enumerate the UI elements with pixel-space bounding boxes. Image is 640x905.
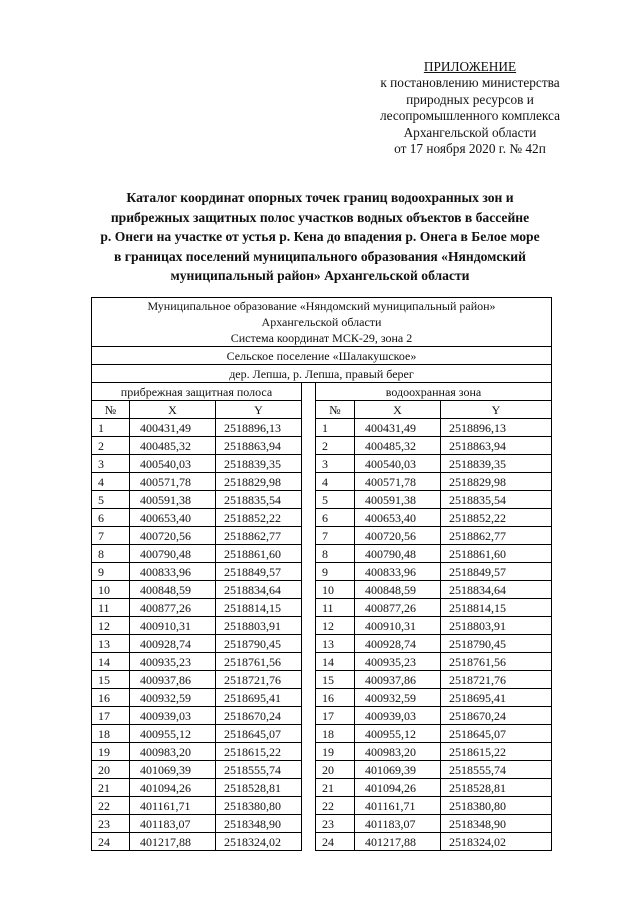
x-value-right: 400848,59 xyxy=(355,581,441,599)
y-value-left: 2518555,74 xyxy=(216,761,302,779)
x-value-left: 400937,86 xyxy=(130,671,216,689)
table-row xyxy=(92,491,552,509)
point-number-left: 2 xyxy=(92,437,130,455)
location-name: дер. Лепша, р. Лепша, правый берег xyxy=(92,365,552,383)
y-value-left: 2518896,13 xyxy=(216,419,302,437)
point-number-right: 8 xyxy=(316,545,355,563)
y-value-right: 2518790,45 xyxy=(441,635,552,653)
column-gap xyxy=(302,491,316,509)
point-number-right: 14 xyxy=(316,653,355,671)
appendix-title: ПРИЛОЖЕНИЕ xyxy=(423,59,517,74)
table-row xyxy=(92,563,552,581)
column-gap xyxy=(302,509,316,527)
y-value-left: 2518761,56 xyxy=(216,653,302,671)
x-value-right: 400910,31 xyxy=(355,617,441,635)
y-value-right: 2518721,76 xyxy=(441,671,552,689)
x-value-right: 400720,56 xyxy=(355,527,441,545)
point-number-left: 20 xyxy=(92,761,130,779)
point-number-left: 19 xyxy=(92,743,130,761)
col-x-left: X xyxy=(130,401,216,419)
x-value-left: 400485,32 xyxy=(130,437,216,455)
y-value-right: 2518615,22 xyxy=(441,743,552,761)
column-gap xyxy=(302,383,316,401)
settlement-row xyxy=(92,347,552,365)
table-row xyxy=(92,653,552,671)
table-row xyxy=(92,419,552,437)
x-value-right: 400939,03 xyxy=(355,707,441,725)
point-number-left: 9 xyxy=(92,563,130,581)
settlement-name: Сельское поселение «Шалакушское» xyxy=(92,347,552,365)
point-number-left: 17 xyxy=(92,707,130,725)
y-value-right: 2518896,13 xyxy=(441,419,552,437)
col-y-left: Y xyxy=(216,401,302,419)
table-row xyxy=(92,761,552,779)
x-value-right: 401183,07 xyxy=(355,815,441,833)
x-value-left: 400653,40 xyxy=(130,509,216,527)
table-row xyxy=(92,815,552,833)
table-row xyxy=(92,473,552,491)
point-number-right: 20 xyxy=(316,761,355,779)
point-number-right: 19 xyxy=(316,743,355,761)
y-value-right: 2518555,74 xyxy=(441,761,552,779)
point-number-left: 13 xyxy=(92,635,130,653)
point-number-right: 12 xyxy=(316,617,355,635)
y-value-left: 2518670,24 xyxy=(216,707,302,725)
point-number-left: 23 xyxy=(92,815,130,833)
point-number-right: 10 xyxy=(316,581,355,599)
y-value-left: 2518861,60 xyxy=(216,545,302,563)
point-number-right: 13 xyxy=(316,635,355,653)
point-number-right: 9 xyxy=(316,563,355,581)
x-value-left: 401161,71 xyxy=(130,797,216,815)
column-gap xyxy=(302,635,316,653)
table-row xyxy=(92,725,552,743)
x-value-left: 400983,20 xyxy=(130,743,216,761)
y-value-right: 2518834,64 xyxy=(441,581,552,599)
x-value-left: 400720,56 xyxy=(130,527,216,545)
point-number-left: 4 xyxy=(92,473,130,491)
y-value-right: 2518861,60 xyxy=(441,545,552,563)
table-row xyxy=(92,509,552,527)
column-gap xyxy=(302,815,316,833)
y-value-left: 2518721,76 xyxy=(216,671,302,689)
column-gap xyxy=(302,725,316,743)
x-value-right: 400540,03 xyxy=(355,455,441,473)
y-value-right: 2518324,02 xyxy=(441,833,552,851)
point-number-left: 14 xyxy=(92,653,130,671)
y-value-left: 2518324,02 xyxy=(216,833,302,851)
column-gap xyxy=(302,599,316,617)
x-value-right: 400983,20 xyxy=(355,743,441,761)
y-value-left: 2518834,64 xyxy=(216,581,302,599)
table-row xyxy=(92,455,552,473)
point-number-right: 17 xyxy=(316,707,355,725)
appendix-line: Архангельской области xyxy=(403,124,537,140)
point-number-right: 3 xyxy=(316,455,355,473)
y-value-left: 2518839,35 xyxy=(216,455,302,473)
x-value-right: 401217,88 xyxy=(355,833,441,851)
x-value-left: 400848,59 xyxy=(130,581,216,599)
column-gap xyxy=(302,779,316,797)
point-number-right: 11 xyxy=(316,599,355,617)
point-number-left: 10 xyxy=(92,581,130,599)
header-line: Система координат МСК-29, зона 2 xyxy=(230,331,413,345)
column-gap xyxy=(302,527,316,545)
heading-line: р. Онеги на участке от устья р. Кена до впадения р. Онега в Белое море xyxy=(100,229,540,244)
y-value-left: 2518829,98 xyxy=(216,473,302,491)
y-value-right: 2518528,81 xyxy=(441,779,552,797)
x-value-right: 400571,78 xyxy=(355,473,441,491)
municipality-header xyxy=(92,298,552,347)
y-value-right: 2518862,77 xyxy=(441,527,552,545)
x-value-left: 400932,59 xyxy=(130,689,216,707)
x-value-right: 400485,32 xyxy=(355,437,441,455)
x-value-left: 400571,78 xyxy=(130,473,216,491)
point-number-right: 21 xyxy=(316,779,355,797)
x-value-left: 400939,03 xyxy=(130,707,216,725)
y-value-right: 2518380,80 xyxy=(441,797,552,815)
y-value-left: 2518645,07 xyxy=(216,725,302,743)
point-number-right: 7 xyxy=(316,527,355,545)
column-gap xyxy=(302,563,316,581)
heading-line: муниципальный район» Архангельской области xyxy=(170,268,470,283)
point-number-right: 16 xyxy=(316,689,355,707)
x-value-left: 400540,03 xyxy=(130,455,216,473)
table-row xyxy=(92,581,552,599)
point-number-right: 2 xyxy=(316,437,355,455)
y-value-left: 2518790,45 xyxy=(216,635,302,653)
point-number-right: 6 xyxy=(316,509,355,527)
x-value-right: 400431,49 xyxy=(355,419,441,437)
column-gap xyxy=(302,653,316,671)
location-row xyxy=(92,365,552,383)
column-gap xyxy=(302,743,316,761)
table-row xyxy=(92,437,552,455)
y-value-right: 2518835,54 xyxy=(441,491,552,509)
x-value-right: 400833,96 xyxy=(355,563,441,581)
y-value-right: 2518829,98 xyxy=(441,473,552,491)
column-gap xyxy=(302,797,316,815)
point-number-left: 22 xyxy=(92,797,130,815)
point-number-right: 18 xyxy=(316,725,355,743)
table-row xyxy=(92,833,552,851)
x-value-left: 400910,31 xyxy=(130,617,216,635)
point-number-left: 15 xyxy=(92,671,130,689)
appendix-line: от 17 ноября 2020 г. № 42п xyxy=(394,141,546,157)
table-header-row xyxy=(92,298,552,347)
catalog-heading xyxy=(60,188,580,286)
point-number-left: 12 xyxy=(92,617,130,635)
x-value-right: 400935,23 xyxy=(355,653,441,671)
table-row xyxy=(92,797,552,815)
x-value-left: 400833,96 xyxy=(130,563,216,581)
appendix-line: к постановлению министерства xyxy=(380,75,560,91)
header-line: Муниципальное образование «Няндомский муниципальный район» xyxy=(147,299,496,313)
point-number-right: 24 xyxy=(316,833,355,851)
point-number-right: 5 xyxy=(316,491,355,509)
column-gap xyxy=(302,581,316,599)
y-value-left: 2518863,94 xyxy=(216,437,302,455)
table-row xyxy=(92,527,552,545)
header-line: Архангельской области xyxy=(261,315,382,329)
y-value-left: 2518814,15 xyxy=(216,599,302,617)
right-section-title: водоохранная зона xyxy=(316,383,552,401)
y-value-right: 2518803,91 xyxy=(441,617,552,635)
x-value-right: 401161,71 xyxy=(355,797,441,815)
x-value-left: 401217,88 xyxy=(130,833,216,851)
y-value-right: 2518645,07 xyxy=(441,725,552,743)
x-value-right: 400955,12 xyxy=(355,725,441,743)
heading-line: в границах поселений муниципального образования «Няндомский xyxy=(114,248,526,264)
appendix-line: природных ресурсов и xyxy=(406,91,534,107)
column-gap xyxy=(302,473,316,491)
y-value-right: 2518849,57 xyxy=(441,563,552,581)
coordinates-table xyxy=(91,297,552,851)
x-value-left: 401069,39 xyxy=(130,761,216,779)
point-number-left: 11 xyxy=(92,599,130,617)
section-row xyxy=(92,383,552,401)
y-value-left: 2518695,41 xyxy=(216,689,302,707)
table-row xyxy=(92,599,552,617)
point-number-left: 8 xyxy=(92,545,130,563)
point-number-left: 1 xyxy=(92,419,130,437)
x-value-left: 400928,74 xyxy=(130,635,216,653)
x-value-right: 401094,26 xyxy=(355,779,441,797)
y-value-right: 2518695,41 xyxy=(441,689,552,707)
point-number-left: 16 xyxy=(92,689,130,707)
table-row xyxy=(92,707,552,725)
column-gap xyxy=(302,401,316,419)
x-value-right: 400591,38 xyxy=(355,491,441,509)
table-row xyxy=(92,545,552,563)
x-value-right: 400928,74 xyxy=(355,635,441,653)
left-section-title: прибрежная защитная полоса xyxy=(92,383,302,401)
point-number-left: 21 xyxy=(92,779,130,797)
y-value-right: 2518761,56 xyxy=(441,653,552,671)
x-value-right: 400653,40 xyxy=(355,509,441,527)
point-number-right: 23 xyxy=(316,815,355,833)
x-value-right: 400937,86 xyxy=(355,671,441,689)
y-value-left: 2518862,77 xyxy=(216,527,302,545)
col-x-right: X xyxy=(355,401,441,419)
x-value-left: 400955,12 xyxy=(130,725,216,743)
point-number-left: 6 xyxy=(92,509,130,527)
point-number-left: 18 xyxy=(92,725,130,743)
appendix-line: лесопромышленного комплекса xyxy=(379,108,561,124)
x-value-left: 400591,38 xyxy=(130,491,216,509)
table-row xyxy=(92,689,552,707)
col-y-right: Y xyxy=(441,401,552,419)
column-gap xyxy=(302,707,316,725)
heading-line: прибрежных защитных полос участков водных объектов в бассейне xyxy=(110,209,530,225)
y-value-left: 2518835,54 xyxy=(216,491,302,509)
point-number-left: 7 xyxy=(92,527,130,545)
col-num-left: № xyxy=(92,401,130,419)
y-value-right: 2518839,35 xyxy=(441,455,552,473)
appendix-block xyxy=(350,59,590,157)
point-number-left: 24 xyxy=(92,833,130,851)
x-value-left: 400790,48 xyxy=(130,545,216,563)
y-value-right: 2518814,15 xyxy=(441,599,552,617)
table-row xyxy=(92,779,552,797)
x-value-right: 400790,48 xyxy=(355,545,441,563)
x-value-left: 400935,23 xyxy=(130,653,216,671)
y-value-left: 2518348,90 xyxy=(216,815,302,833)
col-num-right: № xyxy=(316,401,355,419)
table-row xyxy=(92,617,552,635)
x-value-left: 400431,49 xyxy=(130,419,216,437)
point-number-right: 4 xyxy=(316,473,355,491)
y-value-left: 2518528,81 xyxy=(216,779,302,797)
column-header-row xyxy=(92,401,552,419)
x-value-right: 400932,59 xyxy=(355,689,441,707)
point-number-right: 22 xyxy=(316,797,355,815)
table-row xyxy=(92,671,552,689)
column-gap xyxy=(302,689,316,707)
table-row xyxy=(92,635,552,653)
y-value-left: 2518852,22 xyxy=(216,509,302,527)
column-gap xyxy=(302,833,316,851)
x-value-right: 400877,26 xyxy=(355,599,441,617)
column-gap xyxy=(302,545,316,563)
y-value-left: 2518803,91 xyxy=(216,617,302,635)
column-gap xyxy=(302,437,316,455)
y-value-left: 2518615,22 xyxy=(216,743,302,761)
column-gap xyxy=(302,455,316,473)
x-value-left: 401183,07 xyxy=(130,815,216,833)
column-gap xyxy=(302,419,316,437)
x-value-left: 400877,26 xyxy=(130,599,216,617)
point-number-left: 5 xyxy=(92,491,130,509)
x-value-right: 401069,39 xyxy=(355,761,441,779)
y-value-right: 2518863,94 xyxy=(441,437,552,455)
y-value-right: 2518348,90 xyxy=(441,815,552,833)
point-number-right: 15 xyxy=(316,671,355,689)
heading-line: Каталог координат опорных точек границ водоохранных зон и xyxy=(126,190,514,205)
table-row xyxy=(92,743,552,761)
point-number-left: 3 xyxy=(92,455,130,473)
x-value-left: 401094,26 xyxy=(130,779,216,797)
y-value-left: 2518380,80 xyxy=(216,797,302,815)
y-value-right: 2518852,22 xyxy=(441,509,552,527)
column-gap xyxy=(302,617,316,635)
point-number-right: 1 xyxy=(316,419,355,437)
column-gap xyxy=(302,671,316,689)
y-value-right: 2518670,24 xyxy=(441,707,552,725)
y-value-left: 2518849,57 xyxy=(216,563,302,581)
column-gap xyxy=(302,761,316,779)
